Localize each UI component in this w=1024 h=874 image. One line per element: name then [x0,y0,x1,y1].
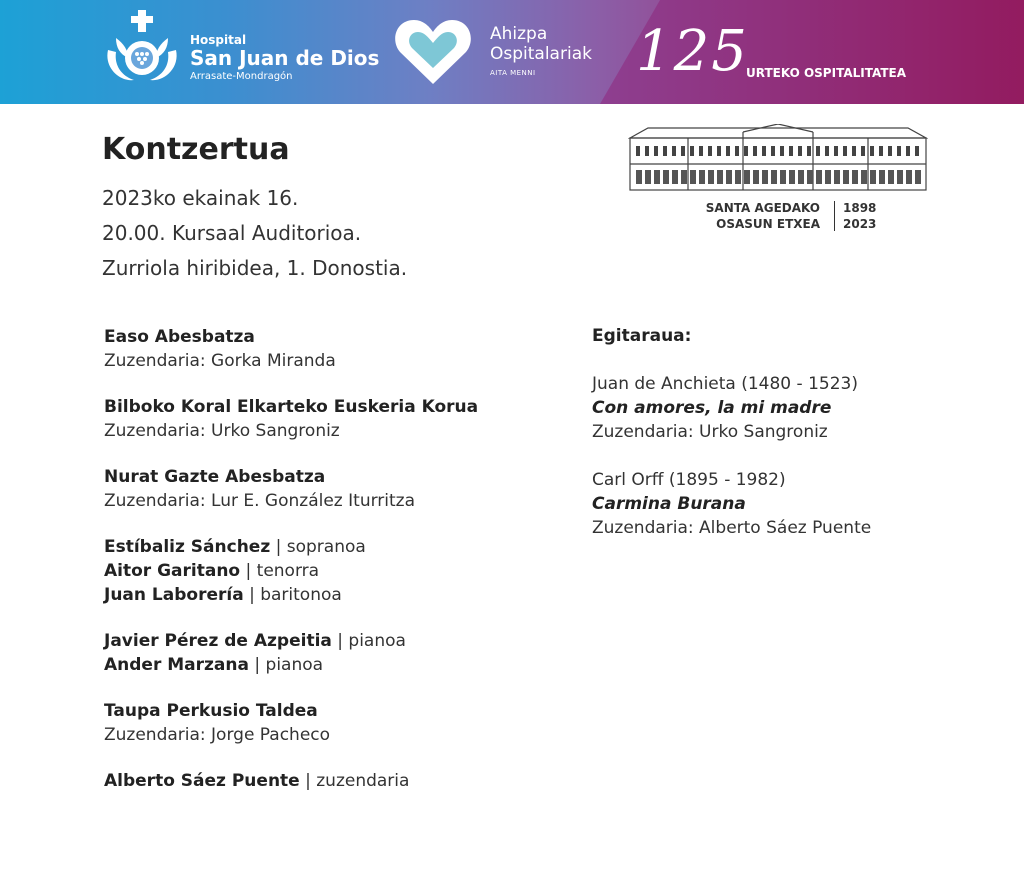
performer-group [104,325,478,373]
performer-group [104,465,478,513]
event-time-place: 20.00. Kursaal Auditorioa. [102,221,362,245]
percussion-detail: Zuzendaria: Jorge Pacheco [104,725,331,745]
pianist-name: Ander Marzana [104,655,249,675]
program-heading: Egitaraua: [592,326,692,346]
conductor-name: Alberto Sáez Puente [104,771,300,791]
soloist-row [104,535,478,559]
building-label-line1: SANTA AGEDAKO [705,201,820,215]
percussion-group [104,699,478,747]
performer-group [104,395,478,443]
soloist-name: Juan Laborería [104,585,244,605]
hospital-label: Hospital [190,33,247,47]
building-label [672,200,820,232]
soloist-name: Aitor Garitano [104,561,241,581]
hospital-city: Arrasate-Mondragón [190,71,293,82]
work-director: Zuzendaria: Urko Sangroniz [592,422,828,442]
pianist-row [104,629,478,653]
performer-detail: Zuzendaria: Gorka Miranda [104,351,336,371]
building-year-start: 1898 [843,201,877,215]
hospital-logo-icon [102,10,182,88]
building-sketch-icon [628,124,928,192]
performer-name: Nurat Gazte Abesbatza [104,467,326,487]
building-year-end: 2023 [843,217,877,231]
work-composer: Carl Orff (1895 - 1982) [592,470,786,490]
badge-divider [834,201,835,231]
pianist-name: Javier Pérez de Azpeitia [104,631,332,651]
pianist-role: | pianoa [254,655,324,675]
heart-logo-icon [392,12,474,90]
program-work [592,468,871,540]
anniversary-text: URTEKO OSPITALITATEA [746,66,907,80]
soloist-role: | tenorra [245,561,320,581]
event-address: Zurriola hiribidea, 1. Donostia. [102,256,408,280]
work-director: Zuzendaria: Alberto Sáez Puente [592,518,872,538]
hospital-name: San Juan de Dios [190,46,380,70]
performers-column [104,325,478,793]
soloist-role: | baritonoa [249,585,342,605]
conductor-role: | zuzendaria [305,771,410,791]
soloist-row [104,583,478,607]
percussion-name: Taupa Perkusio Taldea [104,701,318,721]
anniversary-number: 125 [636,19,749,84]
pianist-row [104,653,478,677]
partner-name-line1: Ahizpa [490,24,548,44]
building-years [843,200,876,232]
work-title: Con amores, la mi madre [592,398,832,418]
soloist-row [104,559,478,583]
program-work [592,372,871,444]
performer-name: Bilboko Koral Elkarteko Euskeria Korua [104,397,479,417]
page-title: Kontzertua [102,132,290,167]
performer-detail: Zuzendaria: Urko Sangroniz [104,421,340,441]
partner-subtitle: AITA MENNI [490,69,536,77]
conductor-row [104,769,478,793]
performer-name: Easo Abesbatza [104,327,255,347]
work-title: Carmina Burana [592,494,746,514]
soloist-name: Estíbaliz Sánchez [104,537,271,557]
soloists-group [104,535,478,607]
partner-name-line2: Ospitalariak [490,44,592,64]
header-banner [0,0,1024,104]
event-date: 2023ko ekainak 16. [102,186,299,210]
pianists-group [104,629,478,677]
building-label-line2: OSASUN ETXEA [716,217,820,231]
work-composer: Juan de Anchieta (1480 - 1523) [592,374,858,394]
soloist-role: | sopranoa [275,537,366,557]
pianist-role: | pianoa [337,631,406,651]
program-column [592,324,871,540]
performer-detail: Zuzendaria: Lur E. González Iturritza [104,491,415,511]
